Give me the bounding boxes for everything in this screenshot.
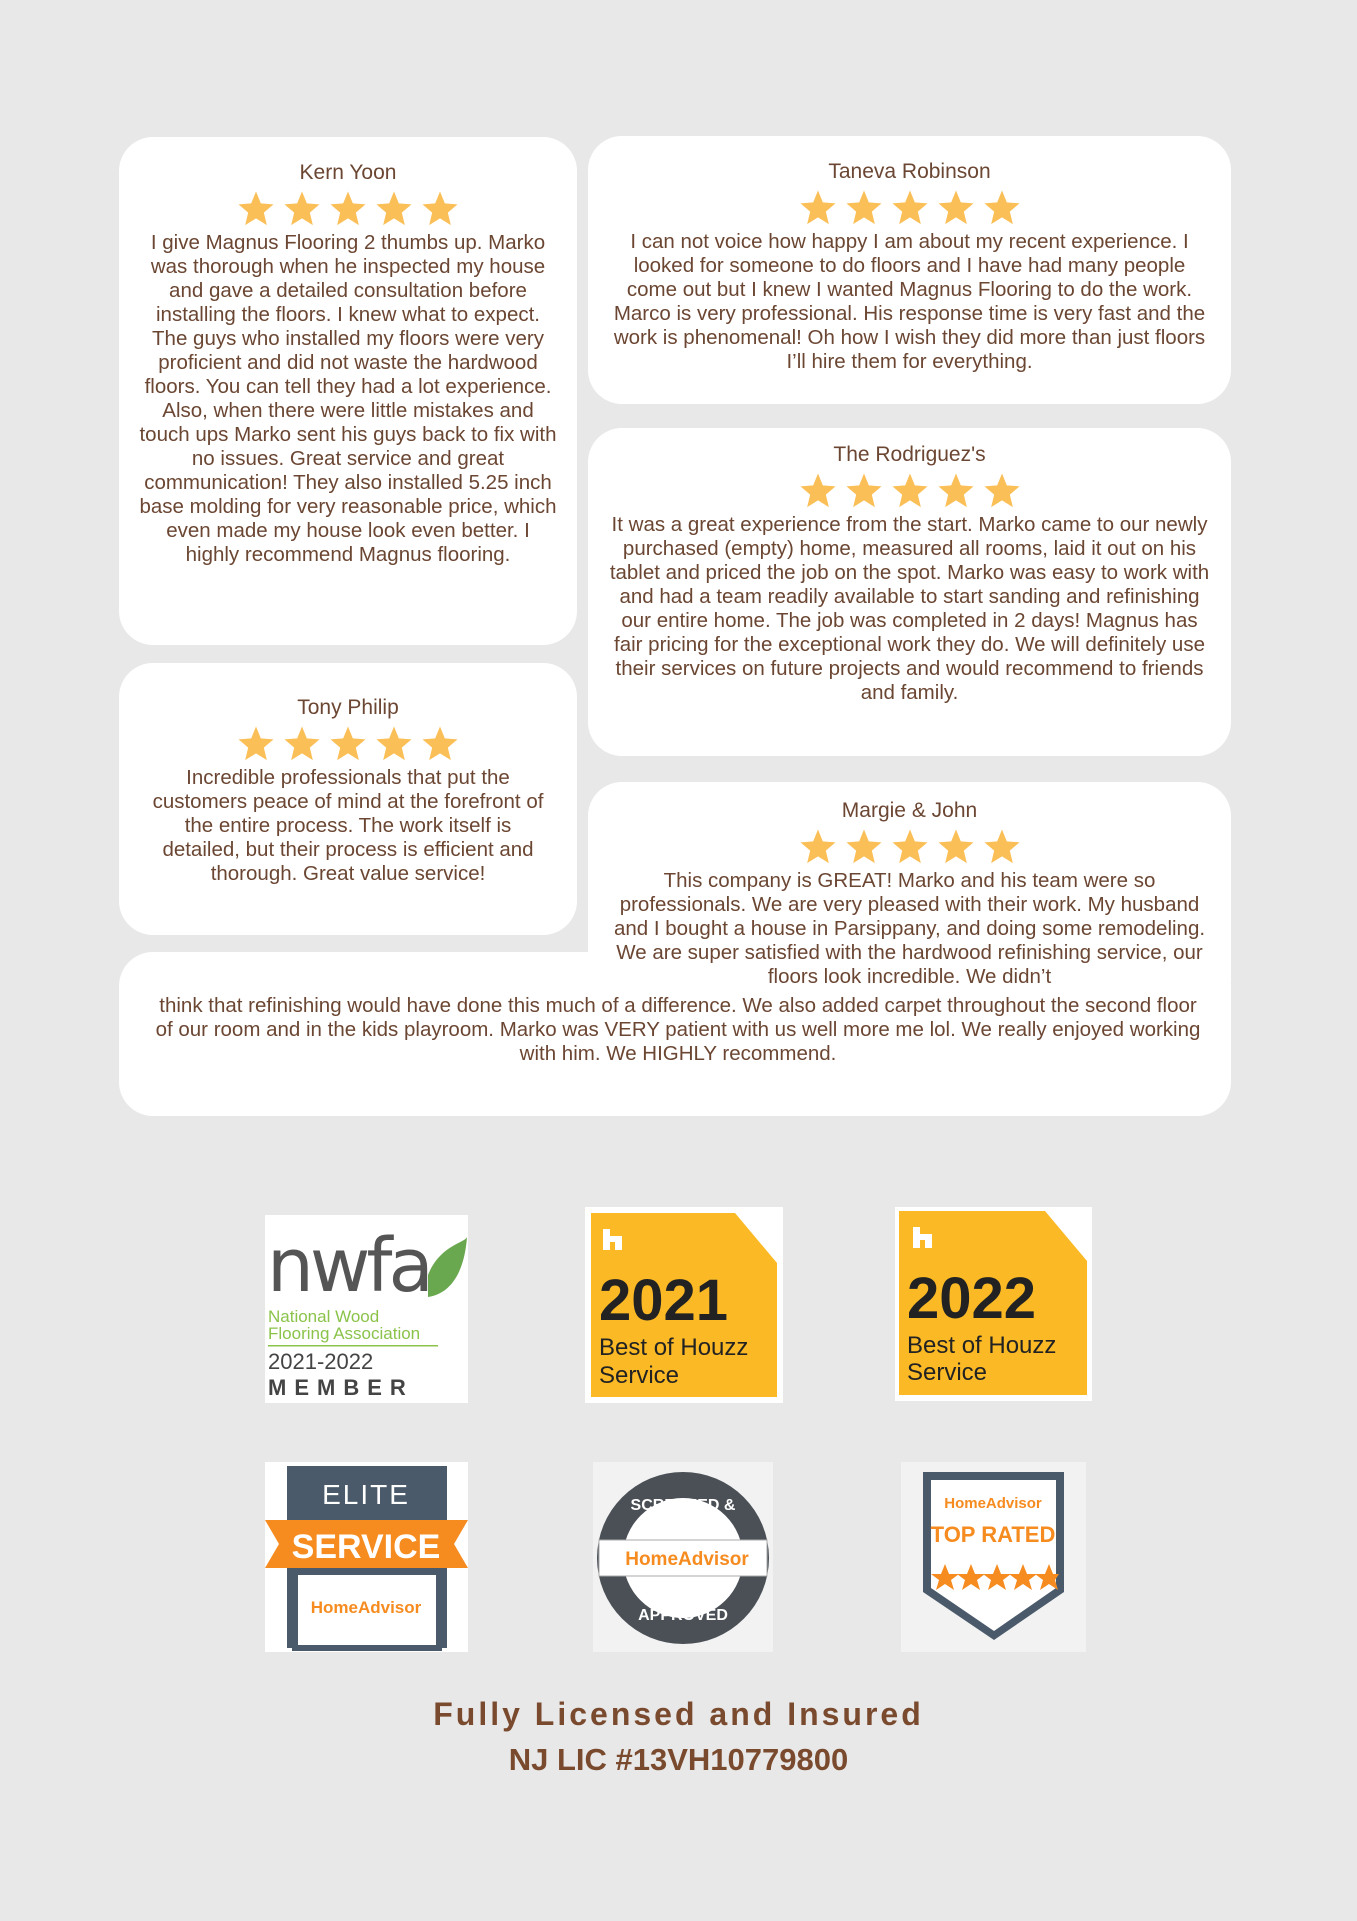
license-number: NJ LIC #13VH10779800 (508, 1742, 849, 1777)
reviewer-name: Margie & John (841, 799, 978, 822)
star-icon (420, 189, 460, 229)
star-icon (890, 471, 930, 511)
star-icon (890, 188, 930, 228)
nwfa-org-line1: National Wood (268, 1307, 380, 1326)
review-text: Incredible professionals that put the customers peace of mind at the forefront of the entire process. The work itself is detailed, but their process is efficient and thorough. Great value service! (152, 766, 544, 885)
star-icon (798, 471, 838, 511)
houzz-year: 2021 (599, 1268, 729, 1333)
top-rated-label: TOP RATED (930, 1522, 1056, 1547)
star-rating (606, 827, 1213, 867)
houzz-line1: Best of Houzz (907, 1332, 1057, 1359)
nwfa-member: MEMBER (268, 1375, 414, 1400)
houzz-year: 2022 (907, 1266, 1037, 1331)
star-icon (328, 189, 368, 229)
review-text: I can not voice how happy I am about my recent experience. I looked for someone to do floors and I have had many people come out but I knew I wanted Magnus Flooring to do the work. Marco is very professional. His response time is very fast and the work is phenomenal! Oh how I wish they did more than just floors I’ll hire them for everything. (613, 230, 1206, 373)
approved-label: APPROVED (638, 1607, 728, 1624)
star-rating (606, 188, 1213, 228)
homeadvisor-brand: HomeAdvisor (944, 1495, 1042, 1512)
star-icon (844, 471, 884, 511)
star-icon (982, 471, 1022, 511)
review-text-continued: think that refinishing would have done this much of a difference. We also added carpet throughout the second floor of our room and in the kids playroom. Marko was VERY patient with us well more me lol. We really enjoyed working with him. We HIGHLY recommend. (155, 994, 1201, 1065)
star-icon (328, 724, 368, 764)
review-card (588, 136, 1231, 404)
star-icon (798, 827, 838, 867)
star-icon (282, 189, 322, 229)
star-icon (844, 827, 884, 867)
reviewer-name: The Rodriguez's (833, 443, 986, 466)
star-icon (936, 471, 976, 511)
homeadvisor-brand: HomeAdvisor (310, 1598, 422, 1617)
review-card (119, 663, 577, 935)
reviewer-name: Tony Philip (297, 696, 399, 719)
star-icon (844, 188, 884, 228)
star-rating (606, 471, 1213, 511)
star-icon (236, 189, 276, 229)
houzz-line1: Best of Houzz (599, 1334, 749, 1361)
star-rating (147, 724, 549, 764)
review-card (588, 782, 1231, 988)
star-icon (982, 827, 1022, 867)
review-text: This company is GREAT! Marko and his team were so professionals. We are very pleased with their work. My husband and I bought a house in Parsippany, and doing some remodeling. We are super satisfied with the hardwood refinishing service, our floors look incredible. We didn’t (613, 869, 1206, 988)
nwfa-years: 2021-2022 (268, 1349, 374, 1374)
service-label: SERVICE (291, 1528, 441, 1566)
nwfa-member-badge (265, 1215, 468, 1403)
star-icon (798, 188, 838, 228)
reviewer-name: Kern Yoon (299, 161, 397, 184)
star-rating (137, 189, 559, 229)
star-icon (936, 827, 976, 867)
houzz-line2: Service (907, 1359, 988, 1386)
houzz-2021-badge (585, 1207, 783, 1403)
houzz-line2: Service (599, 1362, 680, 1389)
top-rated-badge (901, 1462, 1086, 1652)
review-text: It was a great experience from the start. Marko came to our newly purchased (empty) home, measured all rooms, laid it out on his tablet and priced the job on the spot. Marko was easy to work with and had a team readily available to start sanding and refinishing our entire home. The job was completed in 2 days! Magnus has fair pricing for the exceptional work they do. We will definitely use their services on future projects and would recommend to friends and family. (609, 513, 1210, 704)
license-heading: Fully Licensed and Insured (433, 1696, 924, 1732)
houzz-2022-badge (895, 1207, 1092, 1401)
review-card (588, 428, 1231, 756)
screened-approved-badge (593, 1462, 773, 1652)
star-icon (374, 724, 414, 764)
leaf-icon (428, 1237, 467, 1297)
screened-label: SCREENED & (630, 1497, 736, 1514)
star-icon (982, 188, 1022, 228)
elite-service-badge (265, 1462, 468, 1652)
star-icon (420, 724, 460, 764)
star-icon (936, 188, 976, 228)
review-text: I give Magnus Flooring 2 thumbs up. Marko was thorough when he inspected my house and gave a detailed consultation before installing the floors. I knew what to expect. The guys who installed my floors were very proficient and did not waste the hardwood floors. You can tell they had a lot experience. Also, when there were little mistakes and touch ups Marko sent his guys back to fix with no issues. Great service and great communication! They also installed 5.25 inch base molding for very reasonable price, which even made my house look even better. I highly recommend Magnus flooring. (139, 231, 557, 566)
star-icon (374, 189, 414, 229)
review-card (119, 137, 577, 645)
reviewer-name: Taneva Robinson (828, 160, 991, 183)
star-icon (282, 724, 322, 764)
star-icon (236, 724, 276, 764)
star-icon (890, 827, 930, 867)
nwfa-org-line2: Flooring Association (268, 1324, 421, 1343)
elite-label: ELITE (322, 1479, 410, 1510)
homeadvisor-brand: HomeAdvisor (625, 1549, 749, 1570)
nwfa-logo-text: nwfa (267, 1223, 430, 1309)
